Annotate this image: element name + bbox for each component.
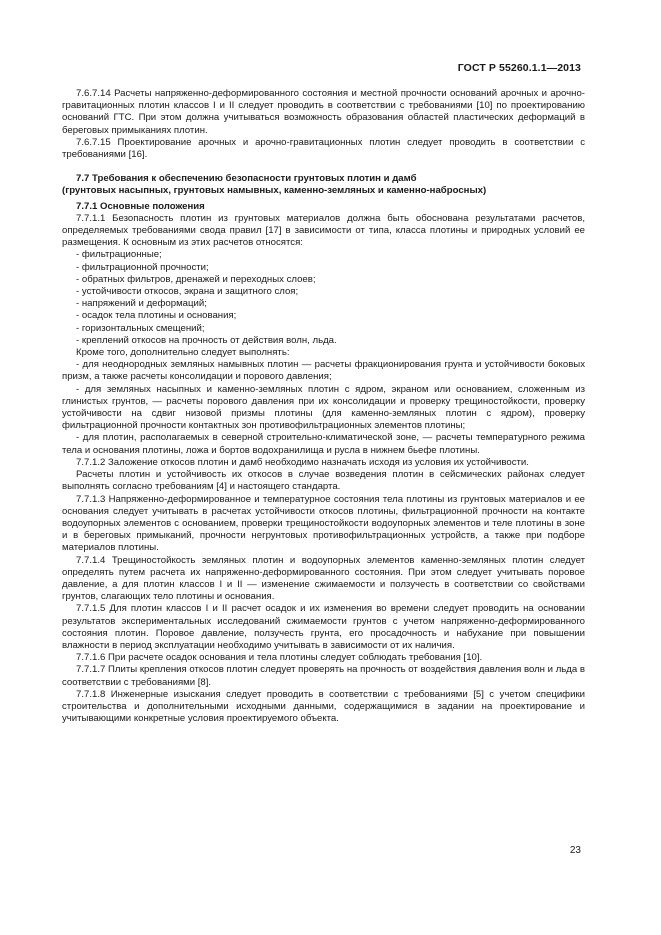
list-item: - фильтрационной прочности; bbox=[62, 262, 585, 274]
paragraph-7-7-1-3: 7.7.1.3 Напряженно-деформированное и температурное состояния тела плотины из грунтовых материалов и ее основания следует учитывать в расчетах устойчивости откосов плотины, фильтрационной прочности на контакте водоупорных элементов с основанием, проверки трещиностойкости водоупорных элементов и теле плотины в зоне и в береговых примыканий, прочности негрунтовых противофильтрационных устройств, а также при подборе материалов плотины. bbox=[62, 493, 585, 554]
list-item: - напряжений и деформаций; bbox=[62, 298, 585, 310]
paragraph-seismic: Расчеты плотин и устойчивость их откосов в случае возведения плотин в сейсмических районах следует выполнять согласно требованиям [4] и настоящего стандарта. bbox=[62, 469, 585, 493]
document-body bbox=[62, 88, 585, 725]
calculation-list bbox=[62, 249, 585, 347]
additional-item: - для земляных насыпных и каменно-земляных плотин с ядром, экраном или основанием, сложенным из глинистых грунтов, — расчеты порового давления при их консолидации и проверку трещиностойкости, проверку устойчивости на сдвиг низовой призмы плотины (для каменно-земляных плотин с ядром), проверку фильтрационной прочности контактных зон противофильтрационных элементов плотины; bbox=[62, 383, 585, 432]
list-item: - фильтрационные; bbox=[62, 249, 585, 261]
list-item: - устойчивости откосов, экрана и защитного слоя; bbox=[62, 286, 585, 298]
additional-item: - для плотин, располагаемых в северной строительно-климатической зоне, — расчеты температурного режима тела и основания плотины, ложа и бортов водохранилища и русла в нижнем бьефе плотины. bbox=[62, 432, 585, 456]
paragraph-7-7-1-1: 7.7.1.1 Безопасность плотин из грунтовых материалов должна быть обоснована результатами расчетов, определяемых требованиями свода правил [17] в зависимости от типа, класса плотины и природных условий ее размещения. К основным из этих расчетов относятся: bbox=[62, 212, 585, 249]
spacer bbox=[62, 161, 585, 173]
subsection-title: 7.7.1 Основные положения bbox=[76, 200, 205, 212]
paragraph-7-6-7-14: 7.6.7.14 Расчеты напряженно-деформированного состояния и местной прочности оснований арочных и арочно-гравитационных плотин классов I и II следует проводить в соответствии с требованиями [10] по проектированию оснований ГТС. При этом должна учитываться возможность образования областей пластических деформаций в береговых примыканиях плотин. bbox=[62, 88, 585, 136]
section-title-line2: (грунтовых насыпных, грунтовых намывных, каменно-земляных и каменно-набросных) bbox=[62, 185, 487, 197]
additional-intro: Кроме того, дополнительно следует выполнять: bbox=[76, 347, 290, 359]
page-number: 23 bbox=[569, 845, 581, 856]
paragraph-7-7-1-5: 7.7.1.5 Для плотин классов I и II расчет осадок и их изменения во времени следует проводить на основании результатов экспериментальных исследований сжимаемости грунтов с учетом напряженно-деформированного состояния плотин. Поровое давление, ползучесть грунта, его просадочность и набухание при повышении влажности в период эксплуатации необходимо учитывать в зависимости от их наличия. bbox=[62, 603, 585, 651]
list-item: - горизонтальных смещений; bbox=[62, 323, 585, 335]
paragraph-7-7-1-6: 7.7.1.6 При расчете осадок основания и тела плотины следует соблюдать требования [10]. bbox=[76, 652, 483, 664]
document-header-id: ГОСТ Р 55260.1.1—2013 bbox=[457, 62, 581, 74]
section-title bbox=[62, 173, 585, 197]
paragraph-7-7-1-7: 7.7.1.7 Плиты крепления откосов плотин следует проверять на прочность от воздействия давления волн и льда в соответствии с требованиями [8]. bbox=[62, 664, 585, 688]
list-item: - обратных фильтров, дренажей и переходных слоев; bbox=[62, 274, 585, 286]
additional-item: - для неоднородных земляных намывных плотин — расчеты фракционирования грунта и устойчивости боковых призм, а также расчеты консолидации и порового давления; bbox=[62, 359, 585, 383]
paragraph-7-7-1-2: 7.7.1.2 Заложение откосов плотин и дамб необходимо назначать исходя из условия их устойчивости. bbox=[76, 456, 529, 468]
section-title-line1: 7.7 Требования к обеспечению безопасности грунтовых плотин и дамб bbox=[76, 173, 417, 185]
paragraph-7-6-7-15: 7.6.7.15 Проектирование арочных и арочно-гравитационных плотин следует проводить в соответствии с требованиями [16]. bbox=[62, 136, 585, 161]
paragraph-7-7-1-8: 7.7.1.8 Инженерные изыскания следует проводить в соответствии с требованиями [5] с учетом специфики строительства и дополнительными исходными данными, содержащимися в задании на проектирование и учитывающими конкретные условия проектируемого объекта. bbox=[62, 688, 585, 725]
paragraph-7-7-1-4: 7.7.1.4 Трещиностойкость земляных плотин и водоупорных элементов каменно-земляных плотин следует определять путем расчета их напряженно-деформированного состояния. При этом следует учитывать поровое давление, а для плотин классов I и II — изменение сжимаемости и ползучесть в соответствии со свойствами грунтов, слагающих тело плотины и основания. bbox=[62, 554, 585, 603]
list-item: - креплений откосов на прочность от действия волн, льда. bbox=[62, 335, 585, 347]
list-item: - осадок тела плотины и основания; bbox=[62, 310, 585, 322]
